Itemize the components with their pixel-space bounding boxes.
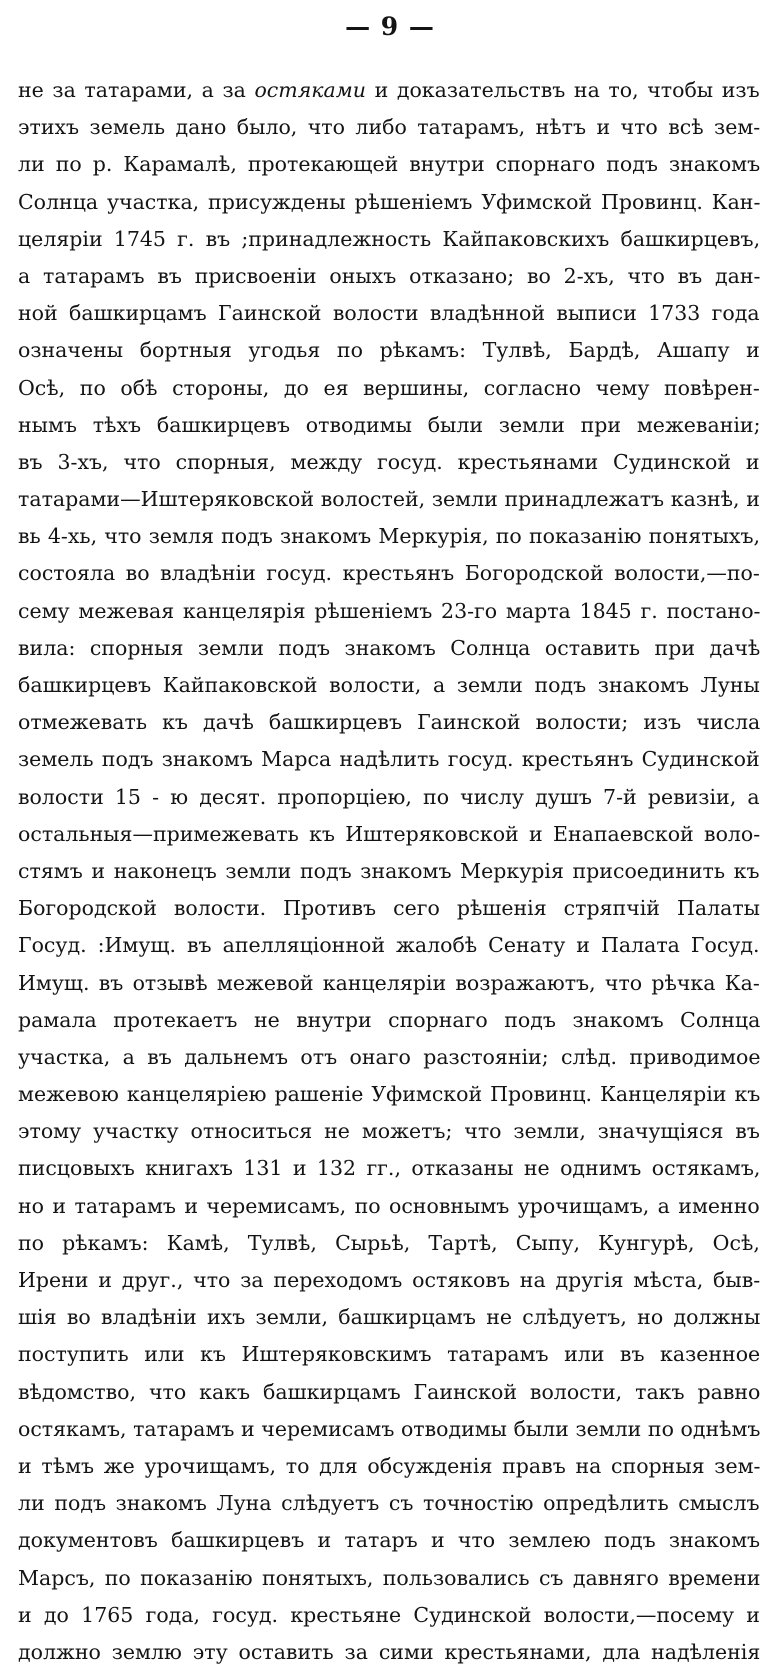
text-line: [18, 1039, 760, 1076]
text-line: [18, 779, 760, 816]
text-line: [18, 1634, 760, 1671]
text-line-content: волости 15 - ю десят. пропорціею, по числу душъ 7-й ревизіи, а: [18, 784, 760, 809]
text-line: [18, 890, 760, 927]
text-line-content: означены бортныя угодья по рѣкамъ: Тулвѣ, Бардѣ, Ашапу и: [18, 338, 760, 363]
text-line: [18, 184, 760, 221]
text-line-content: вила: спорныя земли подъ знакомъ Солнца оставить при дачѣ: [18, 635, 761, 660]
text-line-content: Солнца участка, присуждены рѣшеніемъ Уфимской Провинц. Кан-: [18, 189, 761, 214]
text-line: [18, 518, 760, 555]
text-line-content: и тѣмъ же урочищамъ, то для обсужденія правъ на спорныя зем-: [18, 1453, 761, 1478]
text-line: [18, 1374, 760, 1411]
text-line: [18, 295, 760, 332]
text-line: [18, 1522, 760, 1559]
text-line-content: а татарамъ въ присвоеніи оныхъ отказано; во 2-хъ, что въ дан-: [18, 263, 761, 288]
text-line-content: стямъ и наконецъ земли подъ знакомъ Меркурія присоединить къ: [18, 858, 760, 883]
text-line: [18, 1485, 760, 1522]
text-line: [18, 1262, 760, 1299]
text-line-content: вь 4-хь, что земля подъ знакомъ Меркурія, по показанію понятыхъ,: [18, 524, 761, 549]
text-line-content: этому участку относиться не можетъ; что земли, значущіяся въ: [18, 1119, 760, 1144]
text-line: [18, 370, 760, 407]
text-line-content: межевою канцеляріею рашеніе Уфимской Провинц. Канцеляріи къ: [18, 1082, 761, 1107]
text-line-content: и до 1765 года, госуд. крестьяне Судинской волости,—посему и: [18, 1602, 760, 1627]
text-line: [18, 965, 760, 1002]
text-line: [18, 407, 760, 444]
text-line-content: сему межевая канцелярія рѣшеніемъ 23-го марта 1845 г. постано-: [18, 598, 761, 623]
text-line-content: Ирени и друг., что за переходомъ остяковъ на другія мѣста, быв-: [18, 1268, 761, 1292]
text-line: [18, 816, 760, 853]
text-line-content: рамала протекаетъ не внутри спорнаго подъ знакомъ Солнца: [18, 1007, 761, 1032]
text-segment: и доказательствъ на то, чтобы изъ: [365, 78, 760, 102]
text-line-content: татарами—Иштеряковской волостей, земли принадлежатъ казнѣ, и: [18, 487, 760, 512]
text-line-content: Имущ. въ отзывѣ межевой канцеляріи возражаютъ, что рѣчка Ка-: [18, 970, 760, 995]
text-line: [18, 1448, 760, 1485]
text-line-content: Осѣ, по обѣ стороны, до ея вершины, согласно чему повѣрен-: [18, 375, 760, 400]
text-line: [18, 1225, 760, 1262]
text-line-content: остякамъ, татарамъ и черемисамъ отводимы были земли по однѣмъ: [18, 1416, 761, 1441]
text-line: [18, 1150, 760, 1187]
text-line-content: шія во владѣніи ихъ земли, башкирцамъ не слѣдуетъ, но должны: [18, 1305, 761, 1330]
text-line-content: остальныя—примежевать къ Иштеряковской и Енапаевской воло-: [18, 821, 761, 846]
text-line-content: въ 3-хъ, что спорныя, между госуд. крестьянами Судинской и: [18, 449, 760, 474]
text-line-content: ли подъ знакомъ Луна слѣдуетъ съ точностію опредѣлить смыслъ: [18, 1491, 760, 1516]
text-line: [18, 332, 760, 369]
text-line: [18, 704, 760, 741]
text-line: [18, 221, 760, 258]
text-line-content: поступить или къ Иштеряковскимъ татарамъ или въ казенное: [18, 1342, 761, 1367]
text-segment: не за татарами, а за: [18, 78, 255, 102]
text-line-content: башкирцевъ Кайпаковской волости, а земли подъ знакомъ Луны: [18, 673, 760, 697]
text-line-content: участка, а въ дальнемъ отъ онаго разстояніи; слѣд. приводимое: [18, 1044, 761, 1069]
text-line-content: этихъ земель дано было, что либо татарамъ, нѣтъ и что всѣ зем-: [18, 115, 761, 140]
text-line-content: должно землю эту оставить за сими крестьянами, дла надѣленія: [18, 1639, 761, 1664]
text-line: [18, 1560, 760, 1597]
text-line: [18, 630, 760, 667]
text-line-content: ной башкирцамъ Гаинской волости владѣнной выписи 1733 года: [18, 301, 760, 326]
text-line: [18, 853, 760, 890]
text-line: [18, 109, 760, 146]
text-line-content: [18, 72, 760, 109]
text-line: [18, 1336, 760, 1373]
text-line: [18, 741, 760, 778]
text-line-content: документовъ башкирцевъ и татаръ и что землею подъ знакомъ: [18, 1528, 761, 1553]
body-text: [18, 72, 760, 1671]
text-line: [18, 1411, 760, 1448]
text-line: [18, 555, 760, 592]
text-line: [18, 1113, 760, 1150]
text-line: [18, 1002, 760, 1039]
text-line-content: по рѣкамъ: Камѣ, Тулвѣ, Сырьѣ, Тартѣ, Сыпу, Кунгурѣ, Осѣ,: [18, 1230, 760, 1255]
text-line: [18, 481, 760, 518]
text-line: [18, 593, 760, 630]
text-line: [18, 927, 760, 964]
text-line-content: земель подъ знакомъ Марса надѣлить госуд. крестьянъ Судинской: [18, 747, 760, 772]
text-line: [18, 1188, 760, 1225]
text-line-content: целяріи 1745 г. въ ;принадлежность Кайпаковскихъ башкирцевъ,: [18, 226, 761, 251]
text-line-content: ли по р. Карамалѣ, протекающей внутри спорнаго подъ знакомъ: [18, 152, 761, 177]
text-line: [18, 1076, 760, 1113]
text-line-content: нымъ тѣхъ башкирцевъ отводимы были земли при межеваніи;: [18, 412, 761, 437]
text-line: [18, 72, 760, 109]
text-line-content: Марсъ, по показанію понятыхъ, пользовались съ давняго времени: [18, 1565, 761, 1590]
text-line-content: состояла во владѣніи госуд. крестьянъ Богородской волости,—по-: [18, 561, 760, 586]
text-line-content: вѣдомство, что какъ башкирцамъ Гаинской волости, такъ равно: [18, 1379, 761, 1404]
text-line-content: Госуд. :Имущ. въ апелляціонной жалобѣ Сенату и Палата Госуд.: [18, 933, 760, 958]
text-line: [18, 667, 760, 704]
text-line: [18, 146, 760, 183]
text-line: [18, 1597, 760, 1634]
text-line-content: отмежевать къ дачѣ башкирцевъ Гаинской волости; изъ числа: [18, 710, 761, 735]
page-number: — 9 —: [345, 12, 435, 41]
text-line-content: но и татарамъ и черемисамъ, по основнымъ урочищамъ, а именно: [18, 1193, 760, 1218]
text-line: [18, 1299, 760, 1336]
text-line: [18, 258, 760, 295]
emphasized-word: остяками: [254, 78, 366, 102]
text-line-content: писцовыхъ книгахъ 131 и 132 гг., отказаны не однимъ остякамъ,: [18, 1156, 761, 1181]
text-line: [18, 444, 760, 481]
text-line-content: Богородской волости. Противъ сего рѣшенія стряпчій Палаты: [18, 896, 760, 921]
